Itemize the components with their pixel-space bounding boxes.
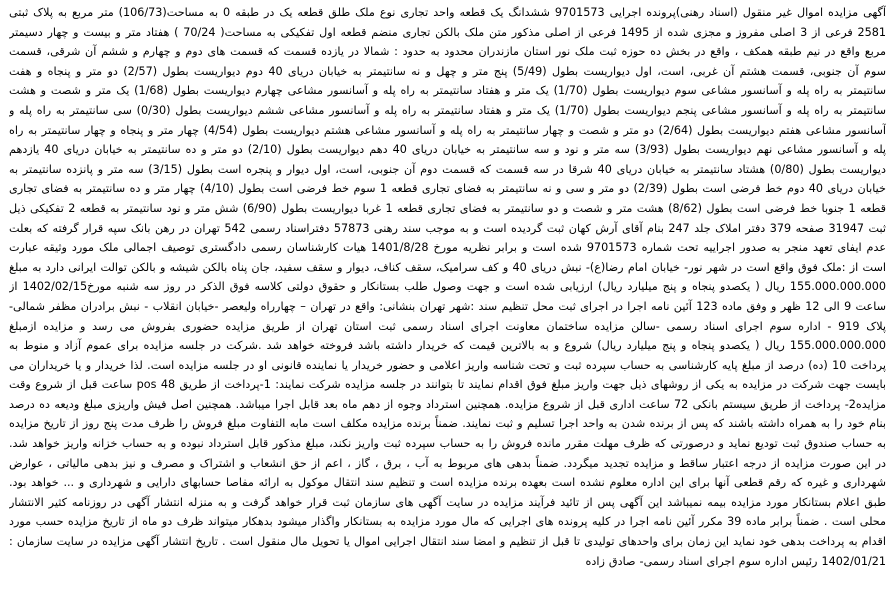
auction-notice bbox=[9, 3, 886, 587]
auction-notice-body: آگهی مزایده اموال غیر منقول (اسناد رهنی)پرونده اجرایی 9701573 ششدانگ یک قطعه واحد تجاری نوع ملک طلق قطعه یک در طبقه 0 به مساحت(106/73) متر مربع به پلاک ثبتی 2581 فرعی از 3 اصلی مفروز و مجزی شده از 1495 فرعی از اصلی مذکور متن ملک بالکن تجاری منضم قطعه اول تفکیکی به مساحت( 70/24 ) هفتاد متر و بیست و چهار دسیمتر مربع واقع در نیم طبقه همکف ، واقع در بخش ده حوزه ثبت ملک نور استان مازندران محدود به حدود : شمالا در یازده قسمت که قسمت های دوم و چهارم و ششم آن شرقی، قسمت سوم آن جنوبی، قسمت هشتم آن غربی، است، اول دیواریست بطول (5/49) پنج متر و چهل و نه سانتیمتر به خیابان دریای 40 دوم دیواریست بطول (2/57) دو متر و پنجاه و هفت سانتیمتر به راه پله و آسانسور مشاعی سوم دیواریست بطول (1/70) یک متر و هفتاد سانتیمتر به راه پله و آسانسور مشاعی چهارم دیواریست بطول (1/68) یک متر و شصت و هشت سانتیمتر به راه پله و آسانسور مشاعی پنجم دیواریست بطول (1/70) یک متر و هفتاد سانتیمتر به راه پله و آسانسور مشاعی ششم دیواریست بطول (0/30) سی سانتیمتر به راه پله و آسانسور مشاعی هفتم دیواریست بطول (2/64) دو متر و شصت و چهار سانتیمتر به راه پله و آسانسور مشاعی هشتم دیواریست بطول (4/54) چهار متر و پنجاه و چهار سانتیمتر به راه پله و آسانسور مشاعی نهم دیواریست بطول (3/93) سه متر و نود و سه سانتیمتر به خیابان دریای 40 دهم دیواریست بطول (2/10) دو متر و ده سانتیمتر به خیابان دریای 40 یازدهم دیواریست بطول (0/80) هشتاد سانتیمتر به خیابان دریای 40 شرقا در سه قسمت که قسمت دوم آن جنوبی، است، اول دیوار و پنجره است بطول (3/15) سه متر و پانزده سانتیمتر به خیابان دریای 40 دوم خط فرضی است بطول (2/39) دو متر و سی و نه سانتیمتر به فضای تجاری قطعه 1 سوم خط فرضی است بطول (4/10) چهار متر و ده سانتیمتر به فضای تجاری قطعه 1 جنوبا خط فرضی است بطول (8/62) هشت متر و شصت و دو سانتیمتر به فضای تجاری قطعه 1 غربا دیواریست بطول (6/90) شش متر و نود سانتیمتر به قطعه 2 تفکیکی ذیل ثبت 31947 صفحه 379 دفتر املاک جلد 247 بنام آقای آرش کهان ثبت گردیده است و به موجب سند رهنی 57873 دفترا‌سناد رسمی 542 تهران در رهن بانک سپه قرار گرفته که بعلت عدم ایفای تعهد منجر به صدور اجراییه تحت شماره 9701573 شده است و برابر نظریه مورخ 1401/8/28 هیات کارشناسان رسمی دادگستری توصیف اجمالی ملک مورد وثیقه عبارت است از :ملک فوق واقع است در شهر نور- خیابان امام رضا(ع)- نبش دریای 40 و کف سرامیک، سقف کناف، دیوار و سقف سفید، جان پناه بالکن شیشه و بالکن توالت ایرانی دارد به مبلغ 155.000.000.000 ریال ( یکصدو پنجاه و پنج میلیارد ریال) ارزیابی شده است و جهت وصول طلب بستانکار و حقوق دولتی کلاسه فوق الذکر در روز سه شنبه مورخ1402/02/15 از ساعت 9 الی 12 ظهر و وفق ماده 123 آئین نامه اجرا در اجرای ثبت محل تنظیم سند :شهر تهران بنشانی: واقع در تهران – چهارراه ولیعصر -خیابان انقلاب - نبش برادران مظفر شمالی- پلاک 919 - اداره سوم اجرای اسناد رسمی -سالن مزایده ساختمان معاونت اجرای اسناد رسمی ثبت استان تهران از طریق مزایده حضوری بفروش می رسد و مزایده ازمبلغ 155.000.000.000 ریال ( یکصدو پنجاه و پنج میلیارد ریال) شروع و به بالاترین قیمت که خریدار داشته باشد فروخته خواهد شد .شرکت در جلسه مزایده برای عموم آزاد و منوط به پرداخت 10 (ده) درصد از مبلغ پایه کارشناسی به حساب سپرده ثبت و تحت شناسه واریز اعلامی و حضور خریدار یا نماینده قانونی او در جلسه مزایده است. لذا خریدار و یا خریداران می بایست جهت شرکت در مزایده به یکی از روشهای ذیل جهت واریز مبلغ فوق اقدام نمایند تا بتوانند در جلسه مزایده شرکت نمایند: 1-پرداخت از طریق pos 48 ساعت قبل از شروع وقت مزایده2- پرداخت از طریق سیستم بانکی 72 ساعت اداری قبل از شروع مزایده. همچنین استرداد وجوه از دهم ماه بعد قابل اجرا میباشد. همچنین اصل فیش واریزی مبلغ ودیعه ده درصد بنام خود را به همراه داشته باشند که پس از برنده شدن به واحد اجرا تسلیم و ثبت نمایند. ضمناً برنده مزایده مکلف است مابه التفاوت مبلغ فروش را ظرف مدت پنج روز از تاریخ مزایده به حساب صندوق ثبت تودیع نماید و درصورتی که ظرف مهلت مقرر مانده فروش را به حساب سپرده ثبت واریز نکند، مبلغ مذکور قابل استرداد نبوده و به حساب خزانه واریز خواهد شد. در این صورت مزایده از درجه اعتبار ساقط و مزایده تجدید میگردد. ضمناً بدهی های مربوط به آب ، برق ، گاز ، اعم از حق انشعاب و اشتراک و مصرف و نیز بدهی مالیاتی ، عوارض شهرداری و غیره که رقم قطعی آنها برای این اداره معلوم نشده است بعهده برنده مزایده است و تنظیم سند انتقال موکول به ارائه مفاصا حسابهای دارایی و شهرداری و ... خواهد بود. طبق اعلام بستانکار مورد مزایده بیمه نمیباشد این آگهی پس از تائید فرآیند مزایده در سایت آگهی های سازمان ثبت قرار خواهد گرفت و به منزله انتشار آگهی در روزنامه کثیر الانتشار محلی است . ضمناً برابر ماده 39 مکرر آئین نامه اجرا در کلیه پرونده های اجرایی که مال مورد مزایده به بستانکار واگذار میشود بدهکار میتواند ظرف دو ماه از تاریخ مزایده حسب مورد اقدام به پرداخت بدهی خود نماید این زمان برای واحدهای تولیدی تا قبل از تنظیم و امضا سند انتقال اجرایی اموال یا تحویل مال منقول است . تاریخ انتشار آگهی مزایده در سایت سازمان : 1402/01/21 رئیس اداره سوم اجرای اسناد رسمی- صادق زاده bbox=[9, 6, 886, 568]
